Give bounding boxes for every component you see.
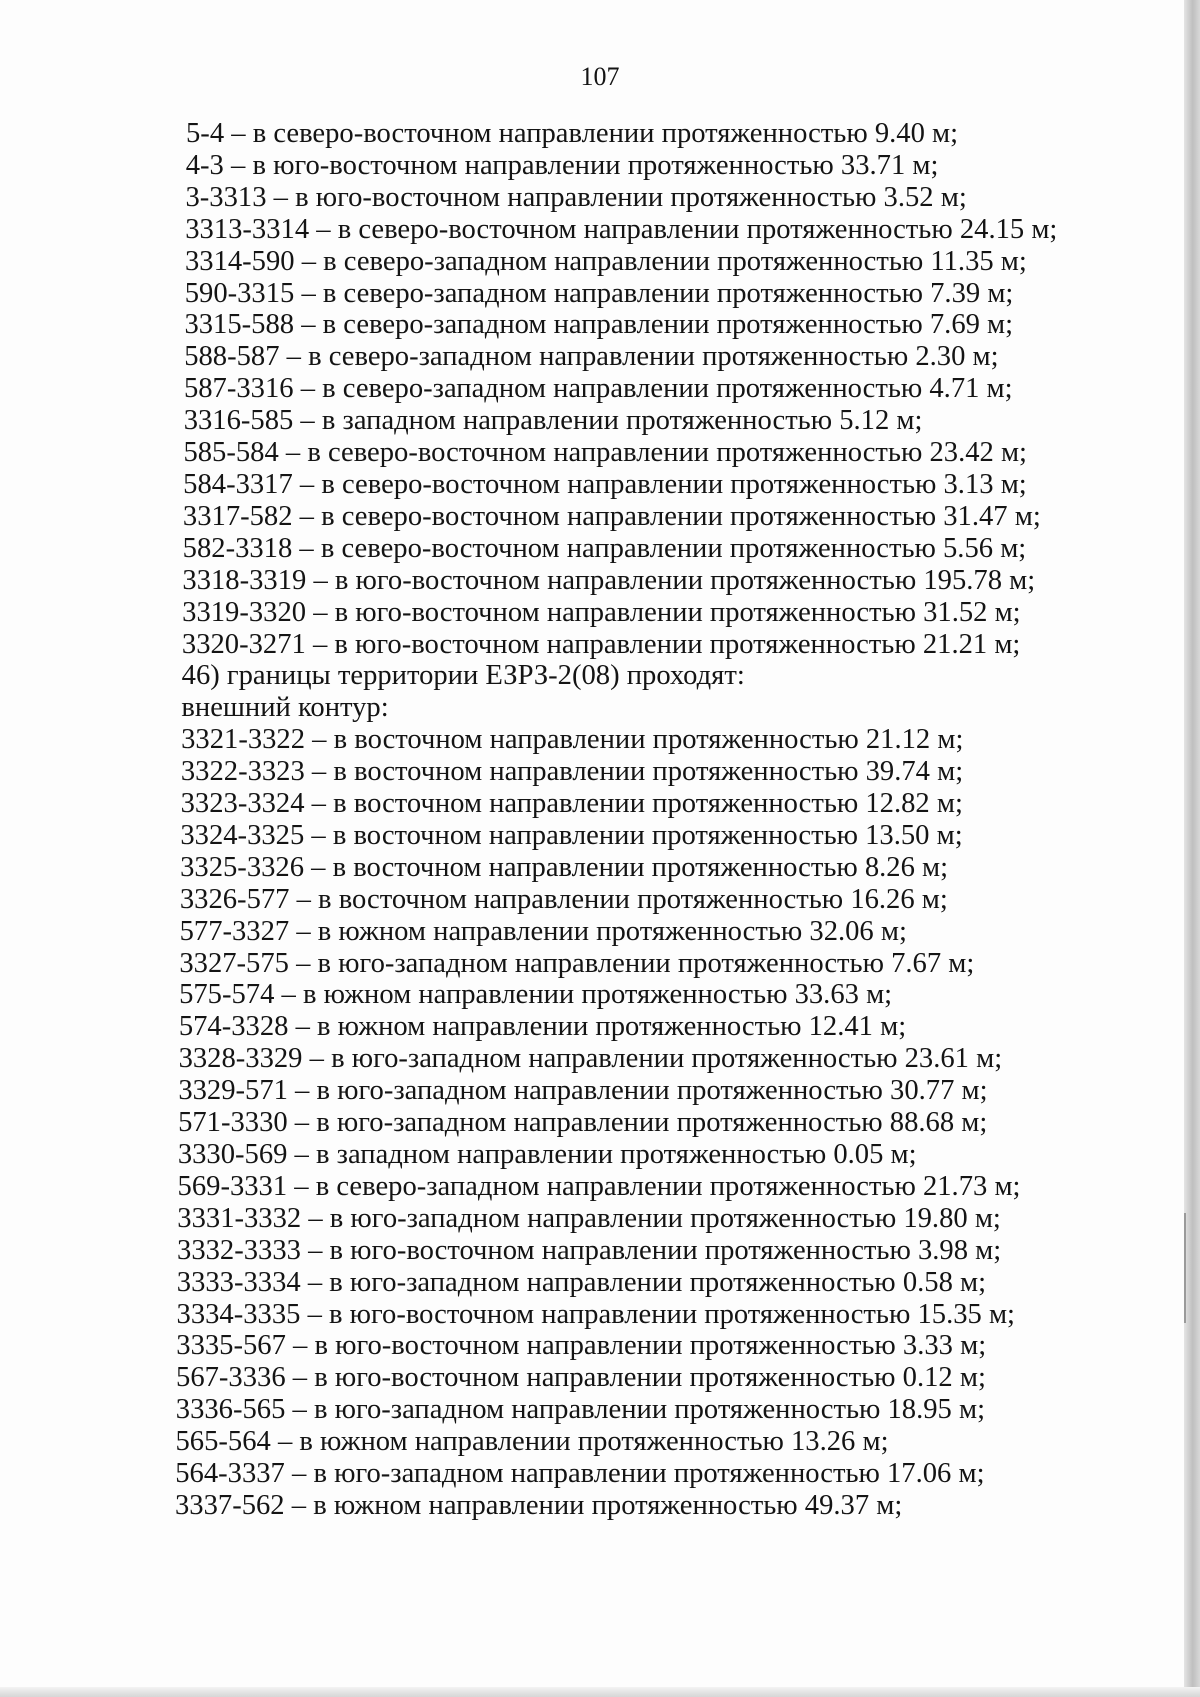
text-line: 3314-590 – в северо-западном направлении протяженностью 11.35 м; bbox=[184, 245, 1027, 277]
text-line: 3326-577 – в восточном направлении протяженностью 16.26 м; bbox=[179, 883, 948, 915]
text-line: 3334-3335 – в юго-восточном направлении протяженностью 15.35 м; bbox=[176, 1298, 1016, 1330]
text-line: 564-3337 – в юго-западном направлении протяженностью 17.06 м; bbox=[175, 1458, 985, 1490]
text-line: 3323-3324 – в восточном направлении протяженностью 12.82 м; bbox=[180, 788, 963, 820]
text-line: 3313-3314 – в северо-восточном направлении протяженностью 24.15 м; bbox=[185, 213, 1058, 245]
text-line: 574-3328 – в южном направлении протяженностью 12.41 м; bbox=[178, 1011, 907, 1043]
text-line: 588-587 – в северо-западном направлении протяженностью 2.30 м; bbox=[184, 341, 999, 373]
text-line: 3317-582 – в северо-восточном направлении протяженностью 31.47 м; bbox=[182, 500, 1041, 532]
text-line: 575-574 – в южном направлении протяженностью 33.63 м; bbox=[179, 979, 893, 1011]
text-line: 585-584 – в северо-восточном направлении протяженностью 23.42 м; bbox=[183, 437, 1027, 469]
text-line: 3321-3322 – в восточном направлении протяженностью 21.12 м; bbox=[181, 724, 964, 756]
text-line: 3335-567 – в юго-восточном направлении протяженностью 3.33 м; bbox=[176, 1330, 987, 1362]
text-line: 587-3316 – в северо-западном направлении протяженностью 4.71 м; bbox=[183, 373, 1013, 405]
text-line: 5-4 – в северо-восточном направлении протяженностью 9.40 м; bbox=[186, 118, 959, 149]
text-line: 3329-571 – в юго-западном направлении протяженностью 30.77 м; bbox=[178, 1075, 988, 1107]
text-line: 590-3315 – в северо-западном направлении протяженностью 7.39 м; bbox=[184, 277, 1014, 309]
text-line: 3331-3332 – в юго-западном направлении протяженностью 19.80 м; bbox=[177, 1202, 1001, 1234]
text-line: 3333-3334 – в юго-западном направлении протяженностью 0.58 м; bbox=[176, 1266, 987, 1298]
text-line: 584-3317 – в северо-восточном направлении протяженностью 3.13 м; bbox=[183, 468, 1027, 500]
text-line: 3328-3329 – в юго-западном направлении протяженностью 23.61 м; bbox=[178, 1043, 1003, 1075]
text-line: 3318-3319 – в юго-восточном направлении протяженностью 195.78 м; bbox=[182, 564, 1036, 596]
text-line: внешний контур: bbox=[181, 692, 389, 724]
text-line: 3319-3320 – в юго-восточном направлении протяженностью 31.52 м; bbox=[182, 596, 1021, 628]
text-line: 3337-562 – в южном направлении протяженностью 49.37 м; bbox=[175, 1490, 903, 1521]
text-line: 571-3330 – в юго-западном направлении протяженностью 88.68 м; bbox=[178, 1107, 988, 1139]
text-line: 3332-3333 – в юго-восточном направлении протяженностью 3.98 м; bbox=[177, 1234, 1002, 1266]
text-line: 3327-575 – в юго-западном направлении протяженностью 7.67 м; bbox=[179, 947, 975, 979]
page-number: 107 bbox=[580, 62, 620, 91]
text-line: 565-564 – в южном направлении протяженностью 13.26 м; bbox=[175, 1426, 889, 1458]
text-line: 582-3318 – в северо-восточном направлении протяженностью 5.56 м; bbox=[182, 532, 1027, 564]
text-line: 577-3327 – в южном направлении протяженностью 32.06 м; bbox=[179, 915, 907, 947]
text-line: 3324-3325 – в восточном направлении протяженностью 13.50 м; bbox=[180, 819, 963, 851]
text-line: 4-3 – в юго-восточном направлении протяженностью 33.71 м; bbox=[185, 149, 939, 181]
text-line: 3325-3326 – в восточном направлении протяженностью 8.26 м; bbox=[180, 851, 949, 883]
text-line: 569-3331 – в северо-западном направлении протяженностью 21.73 м; bbox=[177, 1170, 1021, 1202]
text-line: 46) границы территории ЕЗРЗ-2(08) проходят: bbox=[181, 660, 745, 692]
text-line: 3320-3271 – в юго-восточном направлении протяженностью 21.21 м; bbox=[181, 628, 1021, 660]
text-line: 3315-588 – в северо-западном направлении протяженностью 7.69 м; bbox=[184, 309, 1014, 341]
text-line: 3330-569 – в западном направлении протяженностью 0.05 м; bbox=[177, 1139, 917, 1171]
text-line: 3316-585 – в западном направлении протяженностью 5.12 м; bbox=[183, 405, 923, 437]
text-line: 567-3336 – в юго-восточном направлении протяженностью 0.12 м; bbox=[176, 1362, 986, 1394]
text-line: 3322-3323 – в восточном направлении протяженностью 39.74 м; bbox=[180, 756, 964, 788]
text-line: 3-3313 – в юго-восточном направлении протяженностью 3.52 м; bbox=[185, 181, 967, 213]
text-line: 3336-565 – в юго-западном направлении протяженностью 18.95 м; bbox=[175, 1394, 986, 1426]
